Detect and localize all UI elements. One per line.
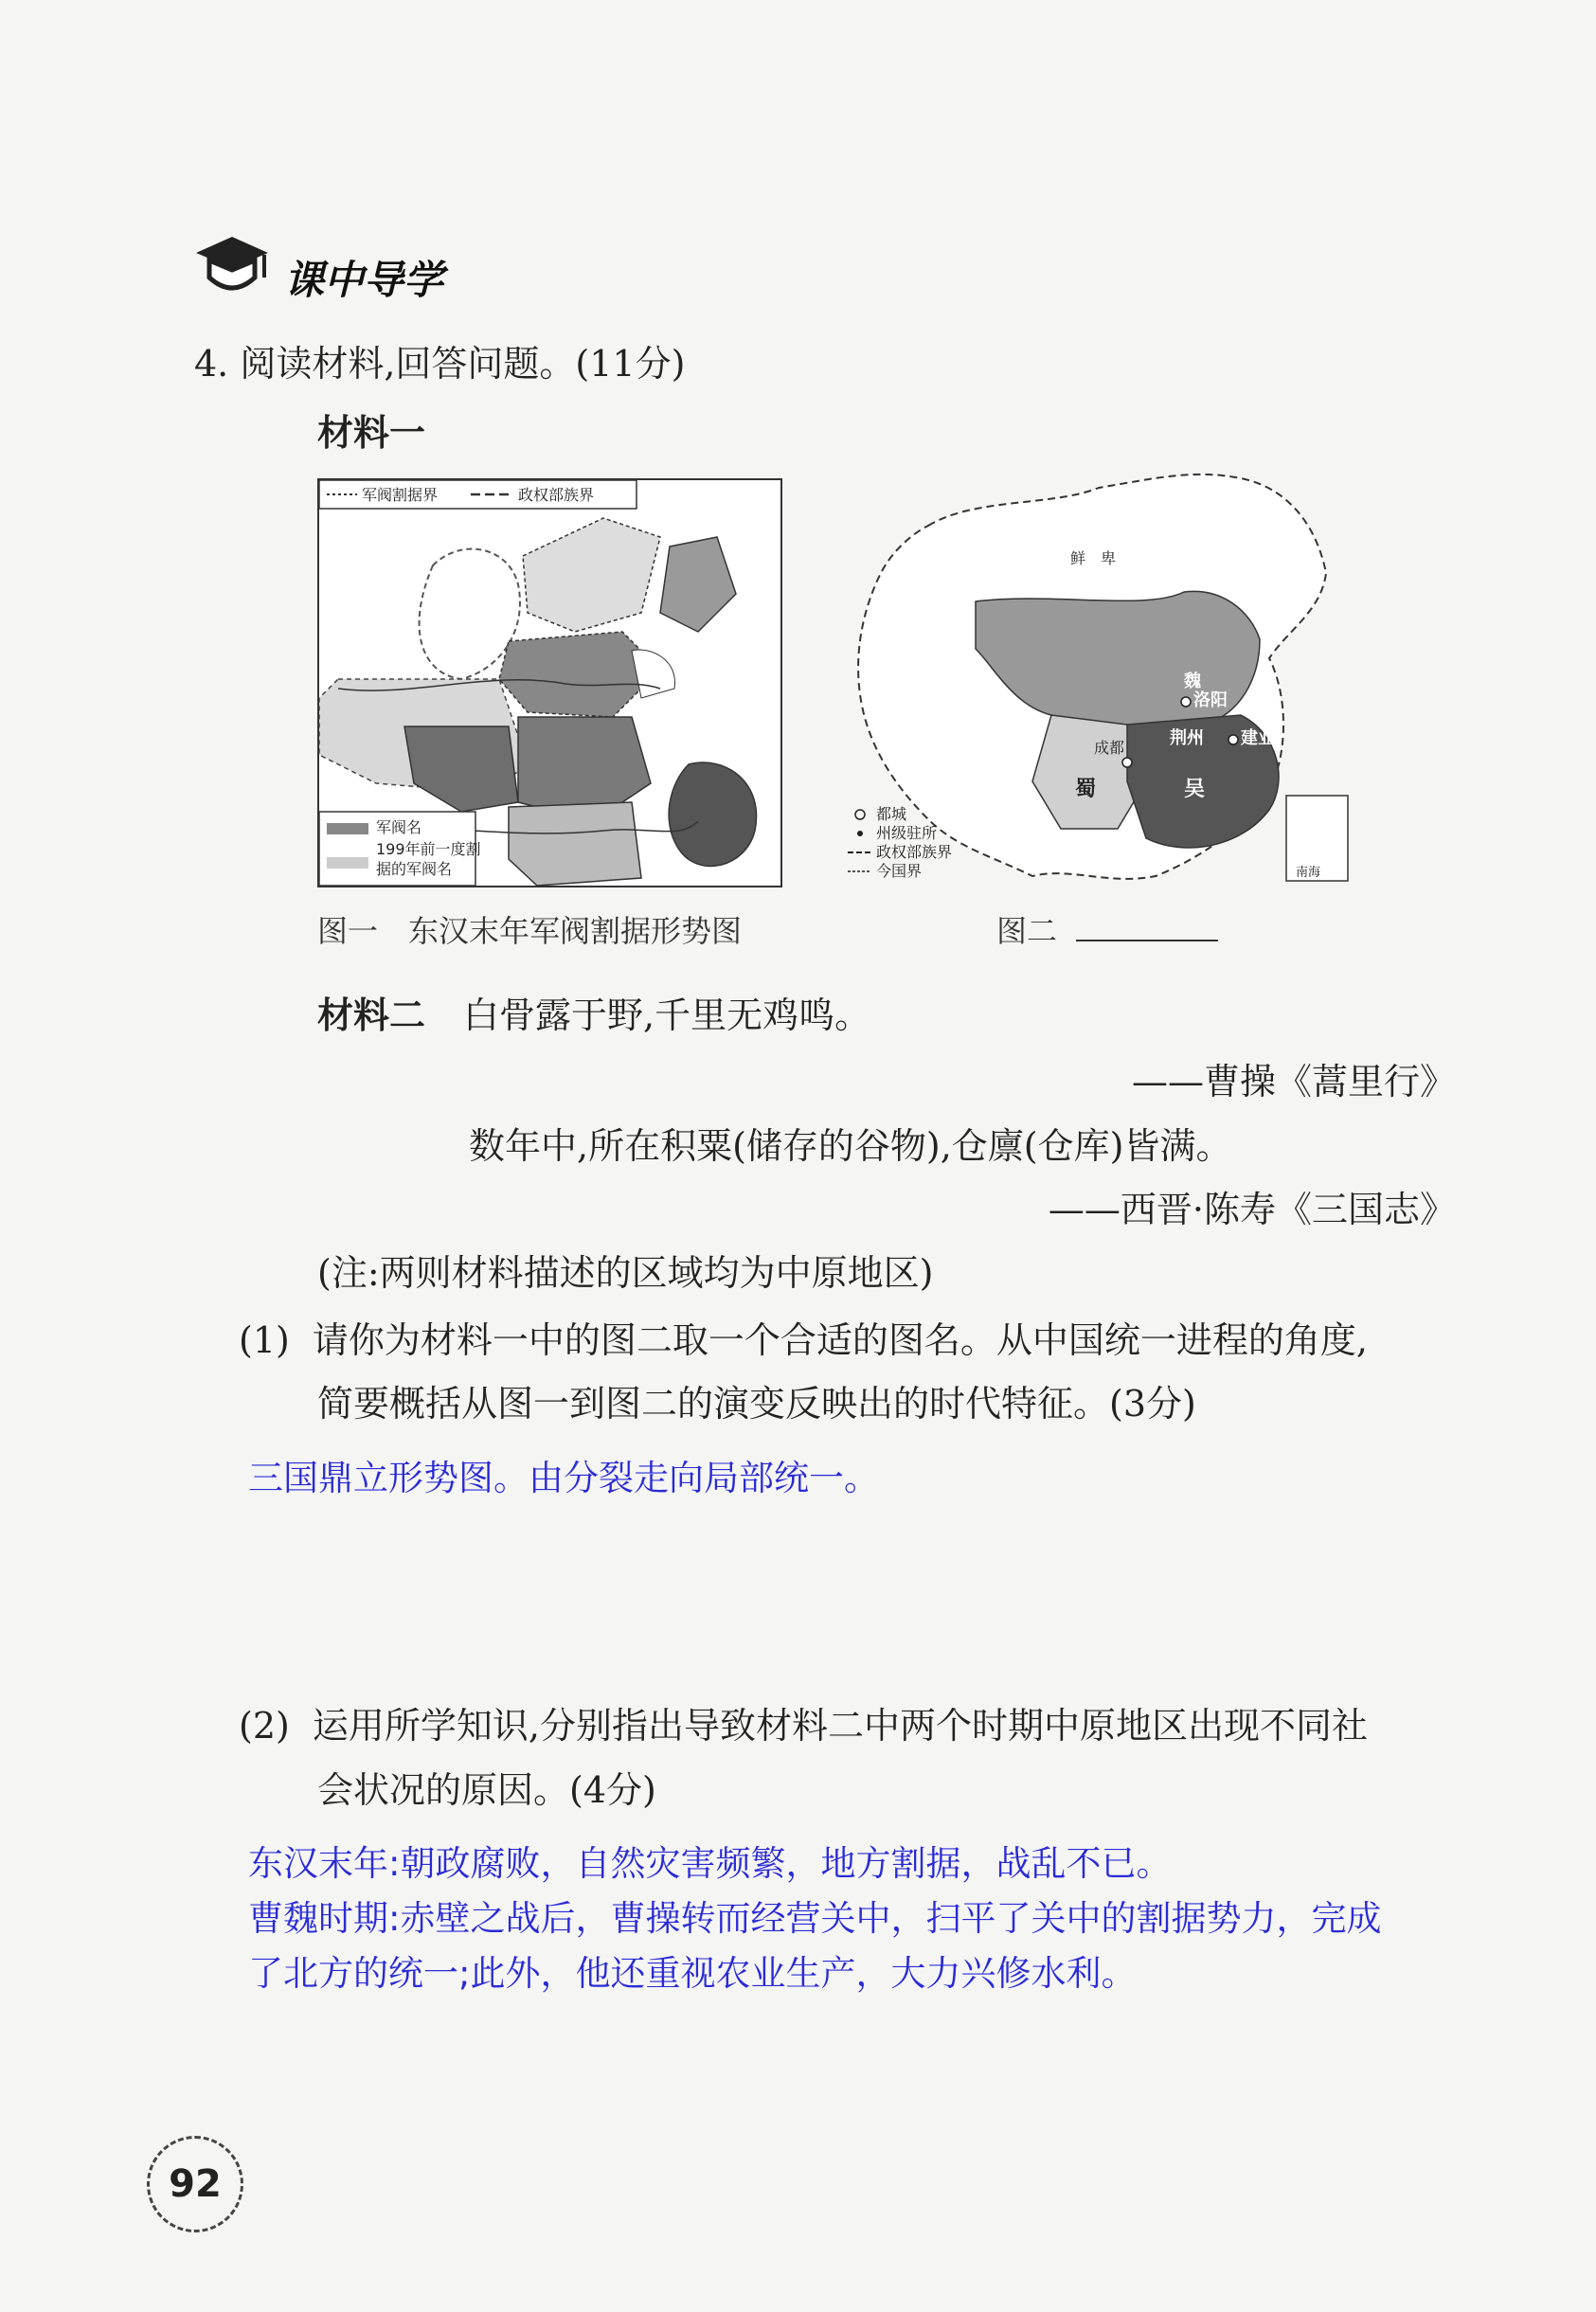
svg-text:都城: 都城 — [876, 805, 907, 823]
header — [194, 232, 592, 308]
map-figure-2 — [843, 469, 1350, 886]
q1-number: (1) — [239, 1319, 290, 1361]
svg-text:洛阳: 洛阳 — [1193, 690, 1228, 710]
section-title: 课中导学 — [284, 257, 444, 303]
svg-text:军阀割据界: 军阀割据界 — [362, 486, 439, 504]
q2-answer-1: 东汉末年:朝政腐败，自然灾害频繁，地方割据，战乱不已。 — [248, 1843, 1172, 1884]
map2-caption: 图二 — [996, 907, 1218, 951]
svg-text:军阀名: 军阀名 — [376, 818, 422, 836]
q2-number: (2) — [239, 1705, 290, 1747]
material2-label: 材料二 — [317, 995, 426, 1036]
q1-line1: (1) 请你为材料一中的图二取一个合适的图名。从中国统一进程的角度, — [239, 1319, 1369, 1361]
svg-text:政权部族界: 政权部族界 — [876, 843, 953, 861]
note: (注:两则材料描述的区域均为中原地区) — [317, 1252, 934, 1294]
graduation-cap-icon — [194, 232, 270, 303]
q2-line2: 会状况的原因。(4分) — [317, 1769, 656, 1811]
svg-text:荆州: 荆州 — [1170, 728, 1204, 748]
svg-text:魏: 魏 — [1184, 672, 1201, 691]
material2-source1: ——曹操《蒿里行》 — [1131, 1061, 1456, 1102]
map2-title-blank[interactable] — [1076, 940, 1218, 941]
q1-answer: 三国鼎立形势图。由分裂走向局部统一。 — [248, 1458, 879, 1498]
q2-answer-3: 了北方的统一;此外，他还重视农业生产，大力兴修水利。 — [248, 1953, 1137, 1994]
svg-text:吴: 吴 — [1184, 778, 1206, 801]
svg-text:南海: 南海 — [1296, 866, 1321, 880]
question-stem: 4. 阅读材料,回答问题。(11分) — [194, 343, 686, 385]
material2-line2: 数年中,所在积粟(储存的谷物),仓廪(仓库)皆满。 — [469, 1125, 1232, 1167]
svg-text:蜀: 蜀 — [1075, 778, 1097, 801]
page-number: 92 — [147, 2136, 243, 2232]
svg-text:鲜 卑: 鲜 卑 — [1070, 549, 1117, 567]
q2-line1: (2) 运用所学知识,分别指出导致材料二中两个时期中原地区出现不同社 — [239, 1705, 1369, 1747]
svg-text:199年前一度割: 199年前一度割 — [376, 840, 481, 858]
q2-answer-2: 曹魏时期:赤壁之战后，曹操转而经营关中，扫平了关中的割据势力，完成 — [248, 1898, 1382, 1939]
svg-text:州级驻所: 州级驻所 — [876, 824, 938, 842]
map1-caption: 图一 东汉末年军阀割据形势图 — [317, 913, 743, 949]
svg-text:成都: 成都 — [1094, 739, 1125, 757]
material1-label: 材料一 — [317, 412, 426, 454]
svg-text:政权部族界: 政权部族界 — [518, 486, 595, 504]
q1-line2: 简要概括从图一到图二的演变反映出的时代特征。(3分) — [317, 1383, 1196, 1425]
svg-text:建业: 建业 — [1241, 728, 1275, 748]
svg-text:据的军阀名: 据的军阀名 — [376, 860, 453, 878]
map-figure-1 — [317, 478, 782, 887]
material2-source2: ——西晋·陈寿《三国志》 — [1048, 1189, 1456, 1230]
svg-text:今国界: 今国界 — [876, 862, 923, 880]
material2-line1: 材料二 白骨露于野,千里无鸡鸣。 — [317, 995, 871, 1036]
